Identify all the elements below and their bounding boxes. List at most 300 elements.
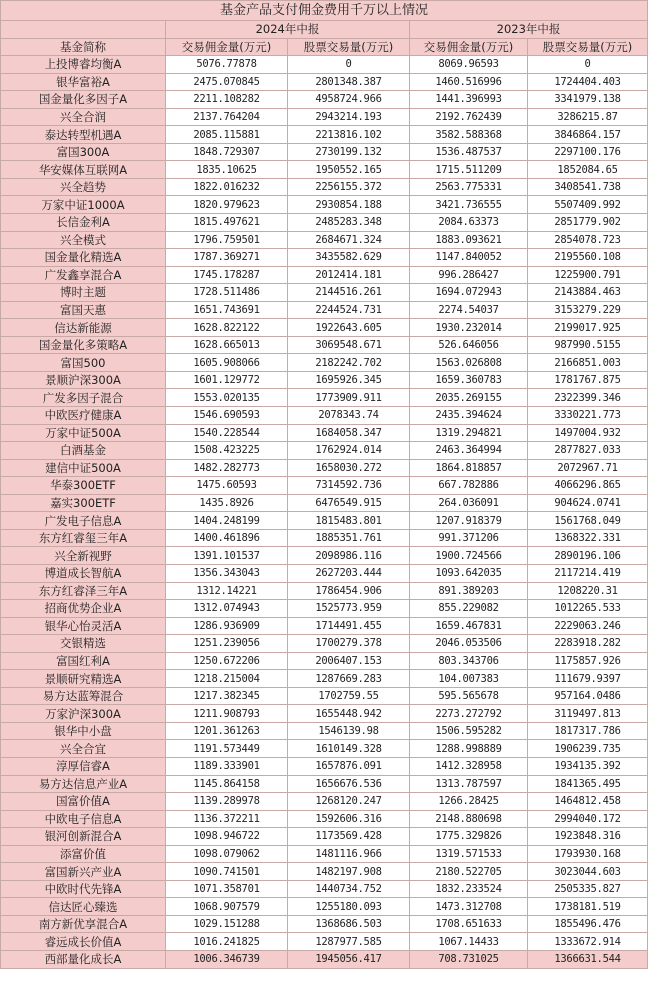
stock-volume-2024-cell: 1656676.536 — [288, 775, 410, 793]
table-row — [1, 687, 648, 705]
commission-2024-cell: 1217.382345 — [166, 687, 288, 705]
commission-2023-cell: 803.343706 — [410, 652, 528, 670]
commission-2023-cell: 1900.724566 — [410, 547, 528, 565]
table-row — [1, 494, 648, 512]
commission-2024-cell: 1848.729307 — [166, 143, 288, 161]
commission-2023-cell: 2046.053506 — [410, 635, 528, 653]
stock-volume-2023-cell: 1368322.331 — [528, 529, 648, 547]
table-row — [1, 828, 648, 846]
table-row — [1, 319, 648, 337]
fund-name-cell: 广发多因子混合 — [1, 389, 166, 407]
commission-2023-cell: 1266.28425 — [410, 793, 528, 811]
commission-2024-cell: 1508.423225 — [166, 442, 288, 460]
stock-volume-2024-cell: 1945056.417 — [288, 950, 410, 968]
fund-name-cell: 银华心怡灵活A — [1, 617, 166, 635]
fund-name-cell: 易方达蓝筹混合 — [1, 687, 166, 705]
stock-volume-2024-cell: 1815483.801 — [288, 512, 410, 530]
commission-2024-cell: 1820.979623 — [166, 196, 288, 214]
commission-2024-cell: 1356.343043 — [166, 564, 288, 582]
stock-volume-2023-cell: 1333672.914 — [528, 933, 648, 951]
stock-volume-2023-cell: 2854078.723 — [528, 231, 648, 249]
stock-volume-2023-cell: 0 — [528, 56, 648, 74]
stock-volume-2023-cell: 1561768.049 — [528, 512, 648, 530]
commission-2024-cell: 1071.358701 — [166, 880, 288, 898]
stock-volume-2023-cell: 1175857.926 — [528, 652, 648, 670]
fund-name-header: 基金简称 — [1, 38, 166, 56]
stock-volume-2024-cell: 0 — [288, 56, 410, 74]
commission-2023-cell: 1563.026808 — [410, 354, 528, 372]
commission-2023-cell: 1536.487537 — [410, 143, 528, 161]
commission-2024-cell: 1835.10625 — [166, 161, 288, 179]
commission-2024-cell: 2085.115881 — [166, 126, 288, 144]
table-title: 基金产品支付佣金费用千万以上情况 — [1, 1, 648, 21]
commission-2024-cell: 1286.936909 — [166, 617, 288, 635]
commission-2024-cell: 1191.573449 — [166, 740, 288, 758]
fund-name-cell: 兴全趋势 — [1, 178, 166, 196]
stock-volume-2024-cell: 1482197.908 — [288, 863, 410, 881]
commission-2023-cell: 2463.364994 — [410, 442, 528, 460]
fund-name-cell: 富国300A — [1, 143, 166, 161]
stock-volume-2024-cell: 2144516.261 — [288, 284, 410, 302]
commission-2024-cell: 1815.497621 — [166, 214, 288, 232]
commission-2024-cell: 1628.665013 — [166, 336, 288, 354]
stock-volume-2023-cell: 2297100.176 — [528, 143, 648, 161]
fund-name-cell: 景顺沪深300A — [1, 371, 166, 389]
commission-2023-cell: 667.782886 — [410, 477, 528, 495]
fund-name-cell: 华泰300ETF — [1, 477, 166, 495]
table-row — [1, 775, 648, 793]
stock-volume-2023-cell: 2283918.282 — [528, 635, 648, 653]
table-row — [1, 652, 648, 670]
commission-2024-cell: 1605.908066 — [166, 354, 288, 372]
fund-name-cell: 广发电子信息A — [1, 512, 166, 530]
table-row — [1, 91, 648, 109]
stock-volume-2023-cell: 2166851.003 — [528, 354, 648, 372]
commission-2023-cell: 891.389203 — [410, 582, 528, 600]
commission-2023-cell: 264.036091 — [410, 494, 528, 512]
stock-volume-2024-cell: 1481116.966 — [288, 845, 410, 863]
commission-2023-cell: 1147.840052 — [410, 249, 528, 267]
commission-2023-cell: 2192.762439 — [410, 108, 528, 126]
commission-2023-cell: 3582.588368 — [410, 126, 528, 144]
stock-volume-2023-cell: 3846864.157 — [528, 126, 648, 144]
commission-2023-cell: 1708.651633 — [410, 915, 528, 933]
table-row — [1, 407, 648, 425]
fund-name-cell: 国金量化多策略A — [1, 336, 166, 354]
fund-name-cell: 白酒基金 — [1, 442, 166, 460]
table-row — [1, 73, 648, 91]
stock-volume-2023-cell: 1793930.168 — [528, 845, 648, 863]
fund-name-cell: 国富价值A — [1, 793, 166, 811]
fund-name-cell: 西部量化成长A — [1, 950, 166, 968]
period-2024-header: 2024年中报 — [166, 21, 410, 39]
stock-volume-2023-cell: 957164.0486 — [528, 687, 648, 705]
fund-name-cell: 富国新兴产业A — [1, 863, 166, 881]
stock-volume-2024-cell: 1702759.55 — [288, 687, 410, 705]
commission-2024-cell: 1189.333901 — [166, 757, 288, 775]
table-row — [1, 126, 648, 144]
stock-volume-2024-cell: 1287669.283 — [288, 670, 410, 688]
stock-volume-2023-header: 股票交易量(万元) — [528, 38, 648, 56]
fund-name-cell: 广发鑫享混合A — [1, 266, 166, 284]
commission-2023-header: 交易佣金量(万元) — [410, 38, 528, 56]
table-row — [1, 617, 648, 635]
table-body — [1, 56, 648, 968]
table-row — [1, 810, 648, 828]
fund-name-cell: 兴全新视野 — [1, 547, 166, 565]
stock-volume-2023-cell: 111679.9397 — [528, 670, 648, 688]
table-row — [1, 389, 648, 407]
stock-volume-2024-cell: 2182242.702 — [288, 354, 410, 372]
stock-volume-2024-cell: 2943214.193 — [288, 108, 410, 126]
stock-volume-2024-cell: 1885351.761 — [288, 529, 410, 547]
commission-2023-cell: 2180.522705 — [410, 863, 528, 881]
commission-2024-cell: 1404.248199 — [166, 512, 288, 530]
commission-2023-cell: 1093.642035 — [410, 564, 528, 582]
fund-name-cell: 富国红利A — [1, 652, 166, 670]
commission-2024-cell: 1475.60593 — [166, 477, 288, 495]
fund-name-cell: 富国天惠 — [1, 301, 166, 319]
stock-volume-2023-cell: 2505335.827 — [528, 880, 648, 898]
table-row — [1, 108, 648, 126]
stock-volume-2023-cell: 1852084.65 — [528, 161, 648, 179]
stock-volume-2024-cell: 1786454.906 — [288, 582, 410, 600]
table-row — [1, 161, 648, 179]
commission-2024-cell: 1211.908793 — [166, 705, 288, 723]
table-row — [1, 512, 648, 530]
commission-2024-cell: 1482.282773 — [166, 459, 288, 477]
stock-volume-2024-cell: 1255180.093 — [288, 898, 410, 916]
table-row — [1, 635, 648, 653]
table-row — [1, 740, 648, 758]
commission-2023-cell: 1659.360783 — [410, 371, 528, 389]
stock-volume-2023-cell: 3153279.229 — [528, 301, 648, 319]
table-row — [1, 863, 648, 881]
stock-volume-2024-cell: 1368686.503 — [288, 915, 410, 933]
commission-2023-cell: 1319.294821 — [410, 424, 528, 442]
commission-2024-cell: 1029.151288 — [166, 915, 288, 933]
commission-2023-cell: 1775.329826 — [410, 828, 528, 846]
stock-volume-2023-cell: 1855496.476 — [528, 915, 648, 933]
table-row — [1, 266, 648, 284]
commission-2023-cell: 1207.918379 — [410, 512, 528, 530]
stock-volume-2024-cell: 1950552.165 — [288, 161, 410, 179]
fund-name-cell: 中欧时代先锋A — [1, 880, 166, 898]
stock-volume-2023-cell: 2322399.346 — [528, 389, 648, 407]
stock-volume-2024-cell: 1592606.316 — [288, 810, 410, 828]
table-row — [1, 529, 648, 547]
stock-volume-2023-cell: 2199017.925 — [528, 319, 648, 337]
commission-2023-cell: 8069.96593 — [410, 56, 528, 74]
table-row — [1, 477, 648, 495]
table-row — [1, 284, 648, 302]
table-row — [1, 950, 648, 968]
commission-2024-cell: 1822.016232 — [166, 178, 288, 196]
stock-volume-2024-cell: 3069548.671 — [288, 336, 410, 354]
stock-volume-2024-cell: 1440734.752 — [288, 880, 410, 898]
stock-volume-2023-cell: 2117214.419 — [528, 564, 648, 582]
table-row — [1, 582, 648, 600]
fund-name-cell: 易方达信息产业A — [1, 775, 166, 793]
fund-name-cell: 南方新优享混合A — [1, 915, 166, 933]
table-row — [1, 705, 648, 723]
fund-name-cell: 东方红睿泽三年A — [1, 582, 166, 600]
stock-volume-2024-cell: 2012414.181 — [288, 266, 410, 284]
commission-2024-cell: 1651.743691 — [166, 301, 288, 319]
commission-2024-cell: 1136.372211 — [166, 810, 288, 828]
commission-2024-cell: 1006.346739 — [166, 950, 288, 968]
fund-name-cell: 银河创新混合A — [1, 828, 166, 846]
stock-volume-2024-cell: 3435582.629 — [288, 249, 410, 267]
table-row — [1, 354, 648, 372]
commission-2023-cell: 1659.467831 — [410, 617, 528, 635]
fund-name-cell: 兴全模式 — [1, 231, 166, 249]
commission-2024-cell: 1601.129772 — [166, 371, 288, 389]
stock-volume-2023-cell: 1012265.533 — [528, 600, 648, 618]
stock-volume-2024-header: 股票交易量(万元) — [288, 38, 410, 56]
stock-volume-2024-cell: 7314592.736 — [288, 477, 410, 495]
table-row — [1, 56, 648, 74]
stock-volume-2024-cell: 1695926.345 — [288, 371, 410, 389]
stock-volume-2023-cell: 2072967.71 — [528, 459, 648, 477]
commission-2024-cell: 1250.672206 — [166, 652, 288, 670]
table-row — [1, 336, 648, 354]
commission-2024-cell: 1745.178287 — [166, 266, 288, 284]
commission-2024-cell: 2137.764204 — [166, 108, 288, 126]
empty-header-cell — [1, 21, 166, 39]
stock-volume-2023-cell: 1225900.791 — [528, 266, 648, 284]
stock-volume-2024-cell: 2801348.387 — [288, 73, 410, 91]
table-row — [1, 915, 648, 933]
table-row — [1, 670, 648, 688]
fund-name-cell: 中欧医疗健康A — [1, 407, 166, 425]
commission-2023-cell: 104.007383 — [410, 670, 528, 688]
commission-2024-cell: 5076.77878 — [166, 56, 288, 74]
commission-2023-cell: 1883.093621 — [410, 231, 528, 249]
stock-volume-2023-cell: 3330221.773 — [528, 407, 648, 425]
stock-volume-2023-cell: 3408541.738 — [528, 178, 648, 196]
stock-volume-2024-cell: 2256155.372 — [288, 178, 410, 196]
fund-name-cell: 信达新能源 — [1, 319, 166, 337]
stock-volume-2024-cell: 1700279.378 — [288, 635, 410, 653]
fund-name-cell: 信达匠心臻选 — [1, 898, 166, 916]
commission-2024-cell: 1218.215004 — [166, 670, 288, 688]
commission-2024-cell: 1090.741501 — [166, 863, 288, 881]
commission-2024-cell: 1098.079062 — [166, 845, 288, 863]
commission-2023-cell: 996.286427 — [410, 266, 528, 284]
stock-volume-2024-cell: 1610149.328 — [288, 740, 410, 758]
commission-2024-cell: 1139.289978 — [166, 793, 288, 811]
stock-volume-2024-cell: 2244524.731 — [288, 301, 410, 319]
fund-name-cell: 万家沪深300A — [1, 705, 166, 723]
fund-name-cell: 博时主题 — [1, 284, 166, 302]
commission-2023-cell: 1313.787597 — [410, 775, 528, 793]
stock-volume-2024-cell: 1773909.911 — [288, 389, 410, 407]
fund-name-cell: 兴全合润 — [1, 108, 166, 126]
commission-2024-cell: 1435.8926 — [166, 494, 288, 512]
commission-2024-header: 交易佣金量(万元) — [166, 38, 288, 56]
stock-volume-2023-cell: 1934135.392 — [528, 757, 648, 775]
commission-2023-cell: 1930.232014 — [410, 319, 528, 337]
stock-volume-2024-cell: 6476549.915 — [288, 494, 410, 512]
fund-name-cell: 东方红睿玺三年A — [1, 529, 166, 547]
stock-volume-2023-cell: 3023044.603 — [528, 863, 648, 881]
stock-volume-2023-cell: 3341979.138 — [528, 91, 648, 109]
commission-2023-cell: 2563.775331 — [410, 178, 528, 196]
commission-2023-cell: 1441.396993 — [410, 91, 528, 109]
commission-2023-cell: 1864.818857 — [410, 459, 528, 477]
fund-name-cell: 万家中证1000A — [1, 196, 166, 214]
stock-volume-2023-cell: 1906239.735 — [528, 740, 648, 758]
commission-2023-cell: 708.731025 — [410, 950, 528, 968]
commission-2024-cell: 1728.511486 — [166, 284, 288, 302]
table-row — [1, 196, 648, 214]
stock-volume-2024-cell: 1655448.942 — [288, 705, 410, 723]
table-row — [1, 214, 648, 232]
stock-volume-2024-cell: 2930854.188 — [288, 196, 410, 214]
table-row — [1, 600, 648, 618]
fund-name-cell: 富国500 — [1, 354, 166, 372]
table-row — [1, 757, 648, 775]
commission-2024-cell: 1098.946722 — [166, 828, 288, 846]
fund-name-cell: 泰达转型机遇A — [1, 126, 166, 144]
stock-volume-2023-cell: 2195560.108 — [528, 249, 648, 267]
commission-2023-cell: 1067.14433 — [410, 933, 528, 951]
fund-name-cell: 淳厚信睿A — [1, 757, 166, 775]
table-row — [1, 143, 648, 161]
commission-2023-cell: 2435.394624 — [410, 407, 528, 425]
commission-2023-cell: 2274.54037 — [410, 301, 528, 319]
stock-volume-2024-cell: 2627203.444 — [288, 564, 410, 582]
stock-volume-2024-cell: 1658030.272 — [288, 459, 410, 477]
commission-2023-cell: 2148.880698 — [410, 810, 528, 828]
commission-2024-cell: 1312.14221 — [166, 582, 288, 600]
stock-volume-2023-cell: 904624.0741 — [528, 494, 648, 512]
table-row — [1, 424, 648, 442]
table-row — [1, 933, 648, 951]
table-row — [1, 249, 648, 267]
stock-volume-2023-cell: 2229063.246 — [528, 617, 648, 635]
commission-2023-cell: 2035.269155 — [410, 389, 528, 407]
stock-volume-2023-cell: 1923848.316 — [528, 828, 648, 846]
commission-2023-cell: 1473.312708 — [410, 898, 528, 916]
stock-volume-2024-cell: 2730199.132 — [288, 143, 410, 161]
stock-volume-2024-cell: 1546139.98 — [288, 722, 410, 740]
stock-volume-2023-cell: 1208220.31 — [528, 582, 648, 600]
stock-volume-2023-cell: 4066296.865 — [528, 477, 648, 495]
stock-volume-2023-cell: 2143884.463 — [528, 284, 648, 302]
stock-volume-2023-cell: 1724404.403 — [528, 73, 648, 91]
commission-2023-cell: 1506.595282 — [410, 722, 528, 740]
commission-2023-cell: 1460.516996 — [410, 73, 528, 91]
fund-name-cell: 建信中证500A — [1, 459, 166, 477]
commission-2023-cell: 1319.571533 — [410, 845, 528, 863]
stock-volume-2023-cell: 3119497.813 — [528, 705, 648, 723]
stock-volume-2023-cell: 1781767.875 — [528, 371, 648, 389]
stock-volume-2024-cell: 1922643.605 — [288, 319, 410, 337]
commission-2023-cell: 991.371206 — [410, 529, 528, 547]
commission-2023-cell: 2084.63373 — [410, 214, 528, 232]
stock-volume-2023-cell: 3286215.87 — [528, 108, 648, 126]
commission-2024-cell: 1553.020135 — [166, 389, 288, 407]
table-row — [1, 564, 648, 582]
table-row — [1, 547, 648, 565]
commission-2024-cell: 1546.690593 — [166, 407, 288, 425]
fund-name-cell: 上投博睿均衡A — [1, 56, 166, 74]
period-2023-header: 2023年中报 — [410, 21, 648, 39]
commission-2023-cell: 1832.233524 — [410, 880, 528, 898]
fund-name-cell: 国金量化多因子A — [1, 91, 166, 109]
commission-2024-cell: 1796.759501 — [166, 231, 288, 249]
stock-volume-2023-cell: 2851779.902 — [528, 214, 648, 232]
stock-volume-2023-cell: 1817317.786 — [528, 722, 648, 740]
stock-volume-2024-cell: 1173569.428 — [288, 828, 410, 846]
stock-volume-2024-cell: 1268120.247 — [288, 793, 410, 811]
commission-2023-cell: 595.565678 — [410, 687, 528, 705]
fund-name-cell: 国金量化精选A — [1, 249, 166, 267]
stock-volume-2024-cell: 1762924.014 — [288, 442, 410, 460]
stock-volume-2024-cell: 1684058.347 — [288, 424, 410, 442]
commission-2023-cell: 526.646056 — [410, 336, 528, 354]
stock-volume-2024-cell: 1287977.585 — [288, 933, 410, 951]
commission-2024-cell: 1068.907579 — [166, 898, 288, 916]
stock-volume-2023-cell: 2994040.172 — [528, 810, 648, 828]
stock-volume-2024-cell: 2213816.102 — [288, 126, 410, 144]
commission-2024-cell: 1400.461896 — [166, 529, 288, 547]
commission-2023-cell: 855.229082 — [410, 600, 528, 618]
fund-name-cell: 中欧电子信息A — [1, 810, 166, 828]
table-row — [1, 371, 648, 389]
fund-name-cell: 万家中证500A — [1, 424, 166, 442]
commission-2024-cell: 2475.070845 — [166, 73, 288, 91]
fund-name-cell: 睿远成长价值A — [1, 933, 166, 951]
stock-volume-2024-cell: 1657876.091 — [288, 757, 410, 775]
commission-2023-cell: 1694.072943 — [410, 284, 528, 302]
commission-2024-cell: 1145.864158 — [166, 775, 288, 793]
stock-volume-2023-cell: 2877827.033 — [528, 442, 648, 460]
fund-name-cell: 长信金利A — [1, 214, 166, 232]
stock-volume-2023-cell: 2890196.106 — [528, 547, 648, 565]
fund-name-cell: 添富价值 — [1, 845, 166, 863]
commission-2024-cell: 1787.369271 — [166, 249, 288, 267]
commission-2023-cell: 1288.998889 — [410, 740, 528, 758]
stock-volume-2024-cell: 2078343.74 — [288, 407, 410, 425]
fund-name-cell: 博道成长智航A — [1, 564, 166, 582]
table-row — [1, 178, 648, 196]
commission-2024-cell: 1628.822122 — [166, 319, 288, 337]
table-row — [1, 459, 648, 477]
commission-2024-cell: 1251.239056 — [166, 635, 288, 653]
commission-2024-cell: 1201.361263 — [166, 722, 288, 740]
commission-2023-cell: 1715.511209 — [410, 161, 528, 179]
table-row — [1, 793, 648, 811]
stock-volume-2023-cell: 1464812.458 — [528, 793, 648, 811]
fund-name-cell: 景顺研究精选A — [1, 670, 166, 688]
stock-volume-2023-cell: 987990.5155 — [528, 336, 648, 354]
stock-volume-2024-cell: 4958724.966 — [288, 91, 410, 109]
commission-2024-cell: 2211.108282 — [166, 91, 288, 109]
commission-2023-cell: 3421.736555 — [410, 196, 528, 214]
commission-2024-cell: 1016.241825 — [166, 933, 288, 951]
commission-2023-cell: 1412.328958 — [410, 757, 528, 775]
commission-2024-cell: 1540.228544 — [166, 424, 288, 442]
stock-volume-2023-cell: 1366631.544 — [528, 950, 648, 968]
table-row — [1, 722, 648, 740]
fund-name-cell: 交银精选 — [1, 635, 166, 653]
table-row — [1, 898, 648, 916]
stock-volume-2024-cell: 1525773.959 — [288, 600, 410, 618]
fund-name-cell: 兴全合宜 — [1, 740, 166, 758]
